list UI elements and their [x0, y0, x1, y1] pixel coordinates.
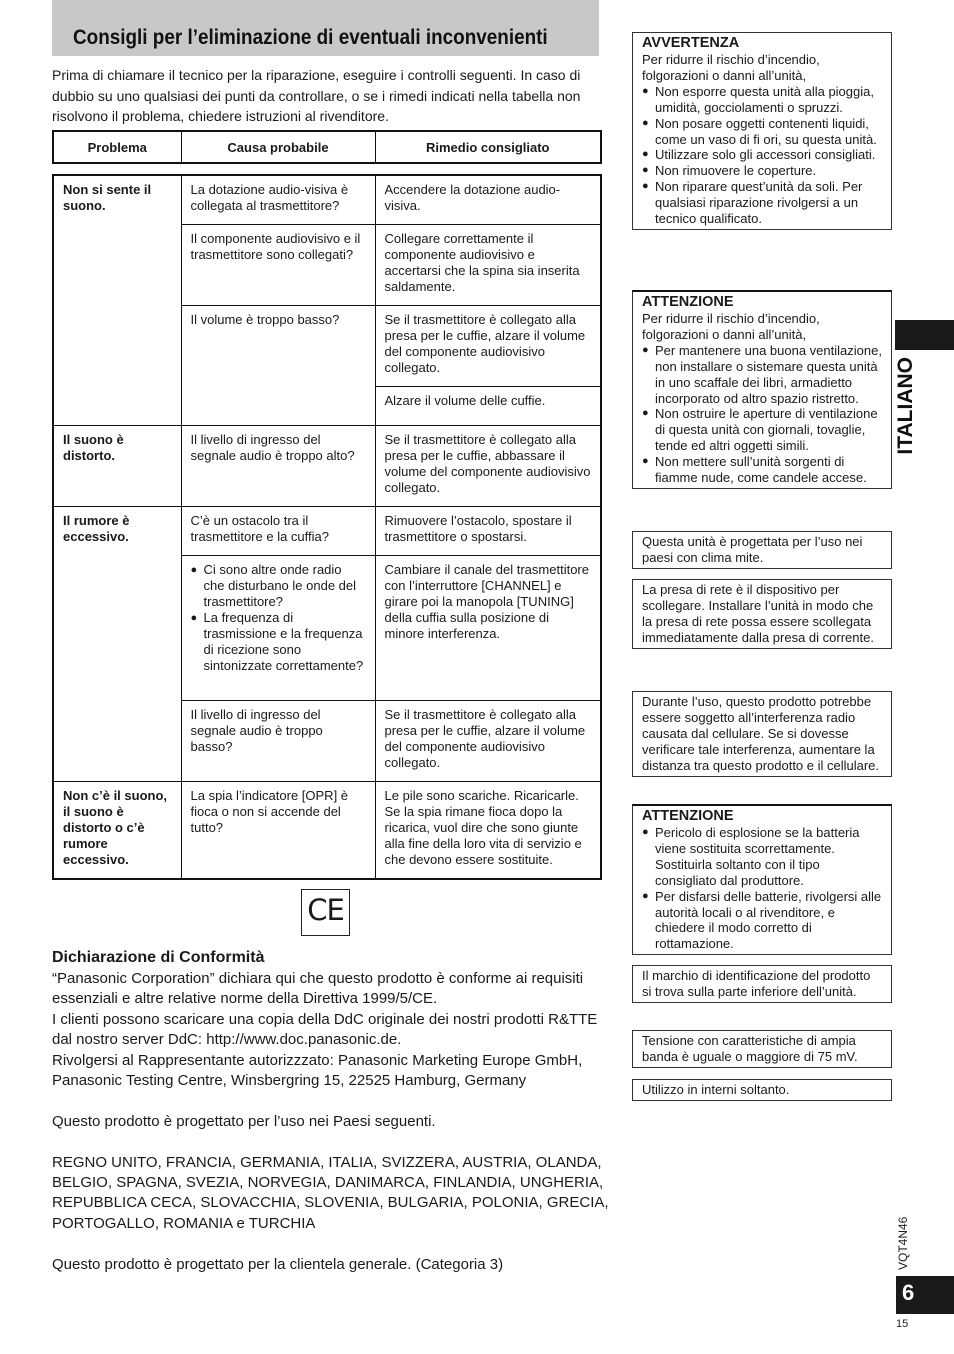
- battery-caution-box: [632, 804, 892, 955]
- intro-paragraph: Prima di chiamare il tecnico per la riparazione, eseguire i controlli seguenti. In caso di dubbio su uno qualsiasi dei punti da controllare, o se i rimedi indicati nella tabella non risolvono il problema, chiedere istruzioni al rivenditore.: [52, 67, 581, 124]
- voltage-note: Tensione con caratteristiche di ampia banda è uguale o maggiore di 75 mV.: [632, 1030, 892, 1068]
- warning-item: ● Non rimuovere le coperture.: [642, 163, 882, 179]
- page-title: Consigli per l’eliminazione di eventuali inconvenienti: [73, 26, 548, 49]
- cause-cell: Il volume è troppo basso?: [181, 306, 375, 426]
- table-row: [53, 426, 601, 507]
- declaration-paragraph: Questo prodotto è progettato per la clientela generale. (Categoria 3): [52, 1255, 504, 1273]
- remedy-cell: Alzare il volume delle cuffie.: [375, 387, 601, 426]
- troubleshooting-table: [52, 174, 602, 880]
- cause-cell: La dotazione audio-visiva è collegata al trasmettitore?: [181, 175, 375, 225]
- warning-heading: AVVERTENZA: [642, 35, 740, 51]
- caution-item: ● Non mettere sull’unità sorgenti di fiamme nude, come candele accese.: [642, 454, 882, 486]
- problem-cell: Il rumore è eccessivo.: [53, 507, 181, 782]
- warning-item: ● Utilizzare solo gli accessori consigliati.: [642, 147, 882, 163]
- plug-note: La presa di rete è il dispositivo per scollegare. Installare l’unità in modo che la presa di rete possa essere scollegata immediatamente dalla presa di corrente.: [632, 579, 892, 649]
- indoor-note: Utilizzo in interni soltanto.: [632, 1079, 892, 1101]
- cellular-note: Durante l’uso, questo prodotto potrebbe essere soggetto all’interferenza radio causata dal cellulare. Se si dovesse verificare tale interferenza, aumentare la distanza tra questo prodotto e il cellulare.: [632, 691, 892, 777]
- page-number: 6: [902, 1280, 915, 1305]
- troubleshooting-header: [52, 130, 602, 164]
- marking-note: Il marchio di identificazione del prodotto si trova sulla parte inferiore dell’unità.: [632, 965, 892, 1003]
- declaration-paragraph: I clienti possono scaricare una copia della DdC originale dei nostri prodotti R&TTE dal nostro server DdC: http://www.doc.panasonic.de.: [52, 1010, 598, 1049]
- page-index: 15: [896, 1318, 909, 1330]
- remedy-cell: Le pile sono scariche. Ricaricarle. Se la spia rimane fioca dopo la ricarica, vuol dire che sono giunte alla fine della loro vita di servizio e che devono essere sostituite.: [375, 782, 601, 880]
- declaration-text: [52, 969, 612, 1275]
- table-row: [53, 175, 601, 225]
- battery-caution-heading: ATTENZIONE: [642, 808, 734, 824]
- problem-cell: Il suono è distorto.: [53, 426, 181, 507]
- table-row: [53, 507, 601, 556]
- caution-box: [632, 290, 892, 489]
- problem-cell: Non c’è il suono, il suono è distorto o c’è rumore eccessivo.: [53, 782, 181, 880]
- warning-item: ● Non esporre questa unità alla pioggia, umidità, gocciolamenti o spruzzi.: [642, 84, 882, 116]
- warning-item: ● Non riparare quest’unità da soli. Per qualsiasi riparazione rivolgersi a un tecnico qualificato.: [642, 179, 882, 227]
- cause-cell: [181, 556, 375, 701]
- cause-cell: Il livello di ingresso del segnale audio è troppo alto?: [181, 426, 375, 507]
- country-list: REGNO UNITO, FRANCIA, GERMANIA, ITALIA, SVIZZERA, AUSTRIA, OLANDA, BELGIO, SPAGNA, SVEZIA, NORVEGIA, DANIMARCA, FINLANDIA, UNGHERIA, REPUBBLICA CECA, SLOVACCHIA, SLOVENIA, BULGARIA, POLONIA, GRECIA, PORTOGALLO, ROMANIA e TURCHIA: [52, 1153, 609, 1232]
- header-remedy: Rimedio consigliato: [375, 131, 601, 163]
- battery-caution-item: ● Pericolo di esplosione se la batteria viene sostituita scorrettamente. Sostituirla soltanto con il tipo consigliato dal produttore.: [642, 825, 882, 889]
- remedy-cell: Se il trasmettitore è collegato alla presa per le cuffie, abbassare il volume del componente audiovisivo collegato.: [375, 426, 601, 507]
- declaration-paragraph: Rivolgersi al Rappresentante autorizzzato: Panasonic Marketing Europe GmbH, Panasonic Testing Centre, Winsbergring 15, 22525 Hamburg, Germany: [52, 1051, 583, 1090]
- language-tab: [895, 320, 954, 350]
- caution-item: ● Per mantenere una buona ventilazione, non installare o sistemare questa unità in uno scaffale dei libri, armadietto incorporato od altro spazio ristretto.: [642, 343, 882, 407]
- table-row: [53, 782, 601, 880]
- remedy-cell: Collegare correttamente il componente audiovisivo e accertarsi che la spina sia inserita saldamente.: [375, 225, 601, 306]
- caution-intro: Per ridurre il rischio d’incendio, folgorazioni o danni all’unità,: [642, 311, 820, 342]
- cause-cell: C’è un ostacolo tra il trasmettitore e la cuffia?: [181, 507, 375, 556]
- warning-intro: Per ridurre il rischio d’incendio, folgorazioni o danni all’unità,: [642, 52, 820, 83]
- cause-bullet: ● La frequenza di trasmissione e la frequenza di ricezione sono sintonizzate correttamente?: [191, 610, 366, 674]
- remedy-cell: Se il trasmettitore è collegato alla presa per le cuffie, alzare il volume del componente audiovisivo collegato.: [375, 306, 601, 387]
- document-code: VQT4N46: [896, 1216, 910, 1270]
- climate-note: Questa unità è progettata per l’uso nei paesi con clima mite.: [632, 531, 892, 569]
- remedy-cell: Cambiare il canale del trasmettitore con l’interruttore [CHANNEL] e girare poi la manopola [TUNING] della cuffia sulla posizione di minore interferenza.: [375, 556, 601, 701]
- remedy-cell: Rimuovere l’ostacolo, spostare il trasmettitore o spostarsi.: [375, 507, 601, 556]
- warning-box: [632, 32, 892, 230]
- remedy-cell: Se il trasmettitore è collegato alla presa per le cuffie, alzare il volume del componente audiovisivo collegato.: [375, 701, 601, 782]
- cause-cell: Il livello di ingresso del segnale audio è troppo basso?: [181, 701, 375, 782]
- warning-item: ● Non posare oggetti contenenti liquidi, come un vaso di fi ori, su questa unità.: [642, 116, 882, 148]
- cause-bullet: ● Ci sono altre onde radio che disturbano le onde del trasmettitore?: [191, 562, 366, 610]
- battery-caution-item: ● Per disfarsi delle batterie, rivolgersi alle autorità locali o al rivenditore, e chiedere il modo corretto di rottamazione.: [642, 889, 882, 953]
- declaration-paragraph: “Panasonic Corporation” dichiara qui che questo prodotto è conforme ai requisiti essenziali e altre relative norme della Direttiva 1999/5/CE.: [52, 970, 584, 1008]
- cause-cell: La spia l’indicatore [OPR] è fioca o non si accende del tutto?: [181, 782, 375, 880]
- header-cause: Causa probabile: [181, 131, 375, 163]
- ce-mark: CE: [307, 893, 344, 927]
- problem-cell: Non si sente il suono.: [53, 175, 181, 426]
- header-problem: Problema: [87, 139, 147, 155]
- caution-item: ● Non ostruire le aperture di ventilazione di questa unità con giornali, tovaglie, tende ed altri oggetti simili.: [642, 406, 882, 454]
- declaration-heading: Dichiarazione di Conformità: [52, 949, 265, 966]
- language-label: ITALIANO: [894, 357, 917, 455]
- declaration-paragraph: Questo prodotto è progettato per l’uso nei Paesi seguenti.: [52, 1112, 436, 1130]
- cause-cell: Il componente audiovisivo e il trasmettitore sono collegati?: [181, 225, 375, 306]
- remedy-cell: Accendere la dotazione audio-visiva.: [375, 175, 601, 225]
- caution-heading: ATTENZIONE: [642, 294, 734, 310]
